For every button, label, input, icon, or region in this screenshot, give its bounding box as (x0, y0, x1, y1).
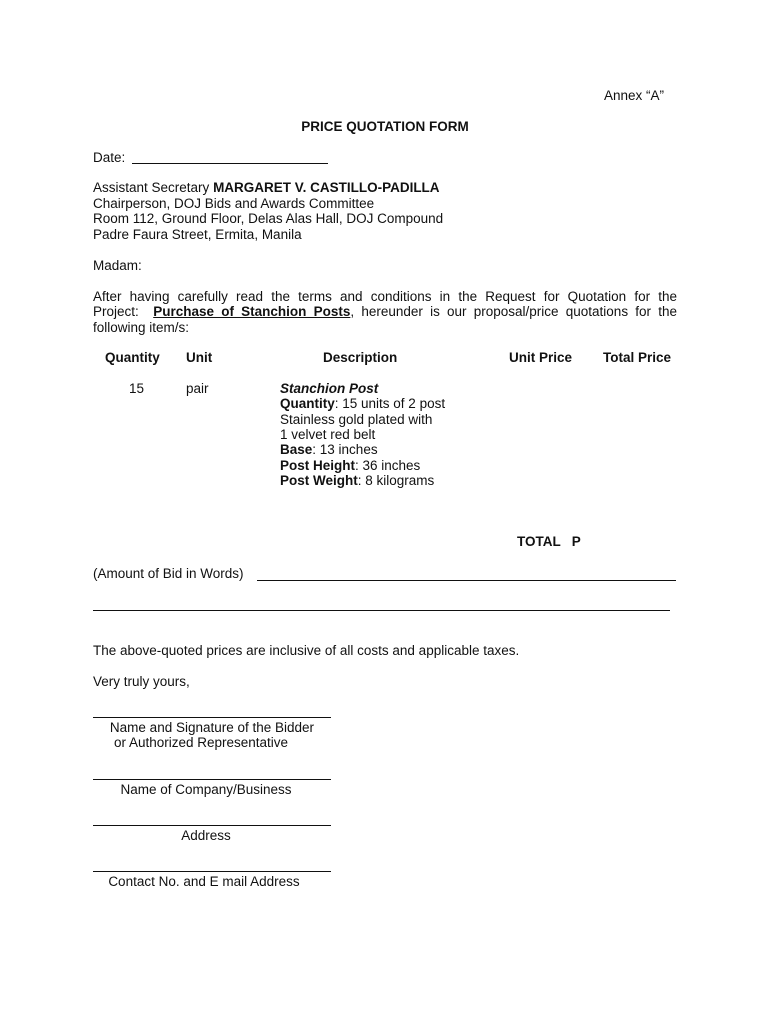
header-unit-price: Unit Price (509, 350, 573, 365)
desc-weight-label: Post Weight (280, 473, 358, 488)
header-total-price: Total Price (603, 350, 672, 365)
addressee-line1 (93, 180, 440, 196)
desc-base-label: Base (280, 442, 313, 457)
inclusive-note: The above-quoted prices are inclusive of all costs and applicable taxes. (93, 643, 520, 658)
header-quantity: Quantity (105, 350, 160, 365)
contact-label: Contact No. and E mail Address (108, 874, 300, 889)
addressee-name: MARGARET V. CASTILLO-PADILLA (213, 180, 440, 195)
company-label: Name of Company/Business (120, 782, 292, 797)
addressee-line4: Padre Faura Street, Ermita, Manila (93, 227, 302, 242)
contact-line[interactable] (93, 871, 331, 872)
desc-height-value: : 36 inches (355, 458, 421, 473)
desc-quantity (280, 396, 445, 412)
header-description: Description (323, 350, 398, 365)
date-blank-line[interactable] (132, 163, 328, 164)
desc-line3: 1 velvet red belt (280, 427, 376, 442)
intro-line3: following item/s: (93, 320, 190, 335)
intro-project-label: Project: (93, 304, 139, 319)
address-line[interactable] (93, 825, 331, 826)
intro-line2-suffix: , hereunder is our proposal/price quotations for the (350, 304, 677, 319)
amount-words-line[interactable] (257, 580, 676, 581)
salutation: Madam: (93, 258, 142, 273)
intro-line2 (93, 304, 677, 320)
company-line[interactable] (93, 779, 331, 780)
amount-words-label: (Amount of Bid in Words) (93, 566, 244, 581)
bidder-label-line1: Name and Signature of the Bidder (109, 720, 315, 735)
row-quantity: 15 (129, 381, 145, 396)
project-name: Purchase of Stanchion Posts (153, 304, 351, 319)
desc-weight (280, 473, 434, 489)
total-label: TOTAL P (517, 534, 581, 549)
item-name: Stanchion Post (280, 381, 379, 396)
bidder-label-line2: or Authorized Representative (113, 735, 289, 750)
header-unit: Unit (186, 350, 213, 365)
addressee-line3: Room 112, Ground Floor, Delas Alas Hall, DOJ Compound (93, 211, 444, 226)
bidder-signature-line[interactable] (93, 717, 331, 718)
desc-height (280, 458, 420, 474)
desc-quantity-label: Quantity (280, 396, 335, 411)
desc-base-value: : 13 inches (312, 442, 378, 457)
desc-weight-value: : 8 kilograms (357, 473, 435, 488)
desc-quantity-value: : 15 units of 2 post (334, 396, 446, 411)
desc-height-label: Post Height (280, 458, 356, 473)
desc-line2: Stainless gold plated with (280, 412, 433, 427)
date-label: Date: (93, 150, 126, 165)
address-label: Address (181, 828, 231, 843)
desc-base (280, 442, 378, 458)
addressee-line2: Chairperson, DOJ Bids and Awards Committee (93, 196, 375, 211)
row-unit: pair (186, 381, 209, 396)
intro-line1: After having carefully read the terms and conditions in the Request for Quotation for the (93, 289, 677, 304)
annex-label: Annex “A” (604, 88, 665, 103)
form-title: PRICE QUOTATION FORM (301, 119, 469, 134)
addressee-title: Assistant Secretary (93, 180, 210, 195)
amount-words-line-2[interactable] (93, 610, 670, 611)
closing: Very truly yours, (93, 674, 190, 689)
